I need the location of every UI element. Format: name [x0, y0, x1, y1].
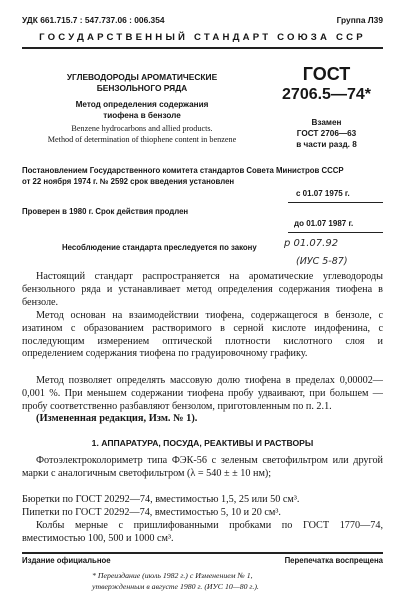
paragraph-scope-text: Настоящий стандарт распространяется на ароматические углеводороды бензольного ряда и устанавливает метод определения содержания тиофена в бензоле.	[22, 271, 383, 308]
paragraph-method-range	[22, 375, 383, 413]
title-line-2: БЕНЗОЛЬНОГО РЯДА	[96, 83, 188, 93]
item-photocolorimeter-text: Фотоэлектроколориметр типа ФЭК-56 с зеленым светофильтром или другой марки с аналогичным светофильтром (λ = 540 ± ± 10 нм);	[22, 455, 383, 479]
decree-line-2: от 22 ноября 1974 г. № 2592 срок введения установлен	[22, 177, 235, 186]
handwritten-ius: (ИУС 5-87)	[296, 256, 348, 267]
replaces-part: в части разд. 8	[296, 140, 357, 149]
english-title-line-1: Benzene hydrocarbons and allied products.	[71, 124, 213, 133]
item-pipettes	[22, 507, 383, 520]
item-pipettes-text: Пипетки по ГОСТ 20292—74, вместимостью 5, 10 и 20 см³.	[22, 507, 281, 518]
reissue-note-line-2: утвержденным в августе 1980 г. (ИУС 10—80 г.).	[92, 582, 259, 591]
paragraph-method-basis-text: Метод основан на взаимодействии тиофена, содержащегося в бензоле, с изатином с образованием растворимого в серной кислоте индофенина, с последующим измерением оптической плотности кислотного слоя и определением содержания тиофена по градуировочному графику.	[22, 310, 383, 360]
official-edition: Издание официальное	[22, 556, 111, 565]
checked-extended: Проверен в 1980 г. Срок действия продлен	[22, 207, 189, 216]
english-title-line-2: Method of determination of thiophene content in benzene	[47, 135, 237, 144]
paragraph-scope	[22, 271, 383, 309]
item-burettes	[22, 494, 383, 507]
standard-banner: ГОСУДАРСТВЕННЫЙ СТАНДАРТ СОЮЗА ССР	[39, 32, 366, 43]
effective-from-date: с 01.07 1975 г.	[296, 189, 350, 198]
from-date-rule	[288, 202, 383, 203]
header-rule	[22, 47, 383, 49]
reissue-note-line-1: * Переиздание (июль 1982 г.) с Изменением № 1,	[92, 571, 253, 580]
item-burettes-text: Бюретки по ГОСТ 20292—74, вместимостью 1,5, 25 или 50 см³.	[22, 494, 300, 505]
item-photocolorimeter	[22, 455, 383, 481]
gost-number: 2706.5—74*	[282, 86, 371, 103]
until-date-rule	[288, 232, 383, 233]
paragraph-method-basis	[22, 310, 383, 361]
title-line-1: УГЛЕВОДОРОДЫ АРОМАТИЧЕСКИЕ	[66, 72, 218, 82]
amendment-note: (Измененная редакция, Изм. № 1).	[36, 413, 198, 424]
valid-until-date: до 01.07 1987 г.	[294, 219, 354, 228]
replaces-label: Взамен	[311, 118, 342, 127]
replaces-gost: ГОСТ 2706—63	[296, 129, 357, 138]
udk-code: УДК 661.715.7 : 547.737.06 : 006.354	[22, 15, 165, 25]
footer-rule	[22, 552, 383, 554]
handwritten-date: р 01.07.92	[284, 238, 339, 249]
item-flasks	[22, 520, 383, 546]
method-line-2: тиофена в бензоле	[103, 111, 181, 120]
decree-line-1: Постановлением Государственного комитета стандартов Совета Министров СССР	[22, 166, 344, 175]
gost-label: ГОСТ	[302, 64, 351, 84]
item-flasks-text: Колбы мерные с пришлифованными пробками по ГОСТ 1770—74, вместимостью 100, 500 и 1000 см³.	[22, 520, 383, 544]
section-heading: 1. АППАРАТУРА, ПОСУДА, РЕАКТИВЫ И РАСТВОРЫ	[91, 438, 314, 448]
paragraph-method-range-text: Метод позволяет определять массовую долю тиофена в пределах 0,00002—0,001 %. При меньшем содержании тиофена пробу удваивают, при большем — пробу соответственно разбавляют бензолом, приготовленным по п. 2.1.	[22, 375, 383, 412]
group-code: Группа Л39	[336, 15, 383, 25]
reprint-prohibited: Перепечатка воспрещена	[284, 556, 383, 565]
law-notice: Несоблюдение стандарта преследуется по закону	[62, 243, 257, 252]
method-line-1: Метод определения содержания	[75, 100, 209, 109]
